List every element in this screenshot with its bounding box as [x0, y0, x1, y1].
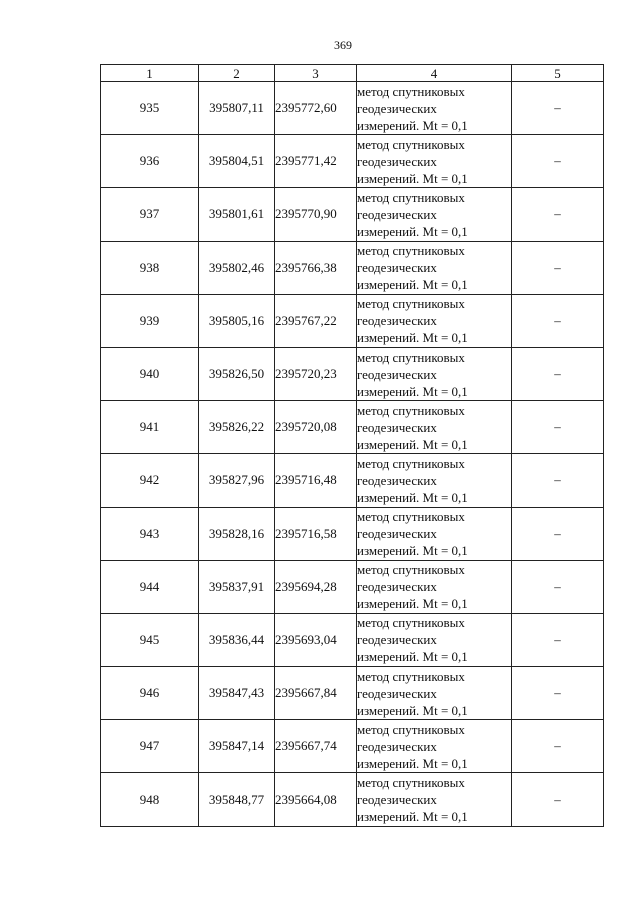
y-coordinate-cell: 2395720,23 — [275, 347, 357, 400]
y-coordinate-cell: 2395770,90 — [275, 188, 357, 241]
method-text-line: геодезических — [357, 419, 437, 435]
table-row — [101, 347, 604, 400]
note-cell: – — [512, 294, 604, 347]
method-text-line: измерений. Mt = 0,1 — [357, 489, 468, 505]
note-cell: – — [512, 667, 604, 720]
note-cell: – — [512, 454, 604, 507]
method-text-line: измерений. Mt = 0,1 — [357, 702, 468, 718]
method-cell — [357, 667, 512, 720]
method-text-line: геодезических — [357, 313, 437, 329]
table-row — [101, 667, 604, 720]
table-row — [101, 188, 604, 241]
column-header: 1 — [101, 65, 199, 82]
point-number-cell: 938 — [101, 241, 199, 294]
note-cell: – — [512, 507, 604, 560]
note-cell: – — [512, 82, 604, 135]
column-header: 4 — [357, 65, 512, 82]
method-text-line: геодезических — [357, 685, 437, 701]
page-number: 369 — [334, 38, 352, 52]
method-text-line: измерений. Mt = 0,1 — [357, 596, 468, 612]
x-coordinate-cell: 395804,51 — [199, 135, 275, 188]
method-cell — [357, 347, 512, 400]
point-number-cell: 944 — [101, 560, 199, 613]
table-row — [101, 82, 604, 135]
method-text-line: измерений. Mt = 0,1 — [357, 809, 468, 825]
point-number-cell: 936 — [101, 135, 199, 188]
table-row — [101, 560, 604, 613]
method-text-line: метод спутниковых — [357, 455, 465, 471]
note-cell: – — [512, 188, 604, 241]
note-cell: – — [512, 720, 604, 773]
method-cell — [357, 135, 512, 188]
method-cell — [357, 454, 512, 507]
x-coordinate-cell: 395836,44 — [199, 613, 275, 666]
note-cell: – — [512, 560, 604, 613]
method-cell — [357, 507, 512, 560]
x-coordinate-cell: 395847,43 — [199, 667, 275, 720]
method-cell — [357, 560, 512, 613]
method-text-line: метод спутниковых — [357, 243, 465, 259]
x-coordinate-cell: 395847,14 — [199, 720, 275, 773]
x-coordinate-cell: 395837,91 — [199, 560, 275, 613]
x-coordinate-cell: 395827,96 — [199, 454, 275, 507]
method-text-line: измерений. Mt = 0,1 — [357, 277, 468, 293]
table-row — [101, 507, 604, 560]
point-number-cell: 939 — [101, 294, 199, 347]
point-number-cell: 945 — [101, 613, 199, 666]
method-text-line: измерений. Mt = 0,1 — [357, 543, 468, 559]
column-header: 3 — [275, 65, 357, 82]
point-number-cell: 941 — [101, 401, 199, 454]
method-cell — [357, 401, 512, 454]
point-number-cell: 935 — [101, 82, 199, 135]
method-text-line: геодезических — [357, 632, 437, 648]
y-coordinate-cell: 2395694,28 — [275, 560, 357, 613]
method-text-line: метод спутниковых — [357, 189, 465, 205]
method-cell — [357, 188, 512, 241]
coordinates-table — [100, 64, 604, 827]
table-row — [101, 613, 604, 666]
y-coordinate-cell: 2395667,74 — [275, 720, 357, 773]
y-coordinate-cell: 2395766,38 — [275, 241, 357, 294]
table-row — [101, 454, 604, 507]
method-text-line: геодезических — [357, 792, 437, 808]
y-coordinate-cell: 2395716,58 — [275, 507, 357, 560]
method-text-line: измерений. Mt = 0,1 — [357, 755, 468, 771]
y-coordinate-cell: 2395771,42 — [275, 135, 357, 188]
table-header-row — [101, 65, 604, 82]
y-coordinate-cell: 2395664,08 — [275, 773, 357, 826]
column-header: 5 — [512, 65, 604, 82]
method-text-line: метод спутниковых — [357, 136, 465, 152]
table-row — [101, 720, 604, 773]
method-text-line: метод спутниковых — [357, 296, 465, 312]
x-coordinate-cell: 395826,50 — [199, 347, 275, 400]
method-text-line: геодезических — [357, 579, 437, 595]
point-number-cell: 937 — [101, 188, 199, 241]
x-coordinate-cell: 395801,61 — [199, 188, 275, 241]
method-text-line: измерений. Mt = 0,1 — [357, 117, 468, 133]
table-row — [101, 773, 604, 826]
y-coordinate-cell: 2395720,08 — [275, 401, 357, 454]
point-number-cell: 940 — [101, 347, 199, 400]
x-coordinate-cell: 395848,77 — [199, 773, 275, 826]
method-text-line: метод спутниковых — [357, 349, 465, 365]
table-row — [101, 401, 604, 454]
table-row — [101, 135, 604, 188]
y-coordinate-cell: 2395767,22 — [275, 294, 357, 347]
note-cell: – — [512, 241, 604, 294]
method-cell — [357, 613, 512, 666]
method-text-line: метод спутниковых — [357, 83, 465, 99]
x-coordinate-cell: 395805,16 — [199, 294, 275, 347]
y-coordinate-cell: 2395772,60 — [275, 82, 357, 135]
method-text-line: геодезических — [357, 206, 437, 222]
note-cell: – — [512, 613, 604, 666]
x-coordinate-cell: 395807,11 — [199, 82, 275, 135]
point-number-cell: 942 — [101, 454, 199, 507]
note-cell: – — [512, 135, 604, 188]
method-text-line: геодезических — [357, 100, 437, 116]
method-cell — [357, 720, 512, 773]
method-text-line: измерений. Mt = 0,1 — [357, 436, 468, 452]
method-cell — [357, 773, 512, 826]
method-text-line: измерений. Mt = 0,1 — [357, 330, 468, 346]
point-number-cell: 948 — [101, 773, 199, 826]
method-text-line: метод спутниковых — [357, 668, 465, 684]
method-text-line: геодезических — [357, 260, 437, 276]
x-coordinate-cell: 395802,46 — [199, 241, 275, 294]
method-text-line: геодезических — [357, 738, 437, 754]
method-text-line: геодезических — [357, 366, 437, 382]
note-cell: – — [512, 773, 604, 826]
point-number-cell: 947 — [101, 720, 199, 773]
note-cell: – — [512, 347, 604, 400]
method-cell — [357, 241, 512, 294]
y-coordinate-cell: 2395667,84 — [275, 667, 357, 720]
note-cell: – — [512, 401, 604, 454]
method-text-line: метод спутниковых — [357, 775, 465, 791]
method-text-line: метод спутниковых — [357, 402, 465, 418]
method-cell — [357, 82, 512, 135]
method-text-line: геодезических — [357, 526, 437, 542]
method-text-line: измерений. Mt = 0,1 — [357, 170, 468, 186]
y-coordinate-cell: 2395716,48 — [275, 454, 357, 507]
x-coordinate-cell: 395828,16 — [199, 507, 275, 560]
method-text-line: метод спутниковых — [357, 509, 465, 525]
method-text-line: измерений. Mt = 0,1 — [357, 223, 468, 239]
method-cell — [357, 294, 512, 347]
table-row — [101, 241, 604, 294]
table-row — [101, 294, 604, 347]
point-number-cell: 946 — [101, 667, 199, 720]
y-coordinate-cell: 2395693,04 — [275, 613, 357, 666]
method-text-line: измерений. Mt = 0,1 — [357, 649, 468, 665]
method-text-line: геодезических — [357, 153, 437, 169]
method-text-line: измерений. Mt = 0,1 — [357, 383, 468, 399]
x-coordinate-cell: 395826,22 — [199, 401, 275, 454]
method-text-line: метод спутниковых — [357, 615, 465, 631]
method-text-line: геодезических — [357, 472, 437, 488]
method-text-line: метод спутниковых — [357, 721, 465, 737]
column-header: 2 — [199, 65, 275, 82]
method-text-line: метод спутниковых — [357, 562, 465, 578]
point-number-cell: 943 — [101, 507, 199, 560]
